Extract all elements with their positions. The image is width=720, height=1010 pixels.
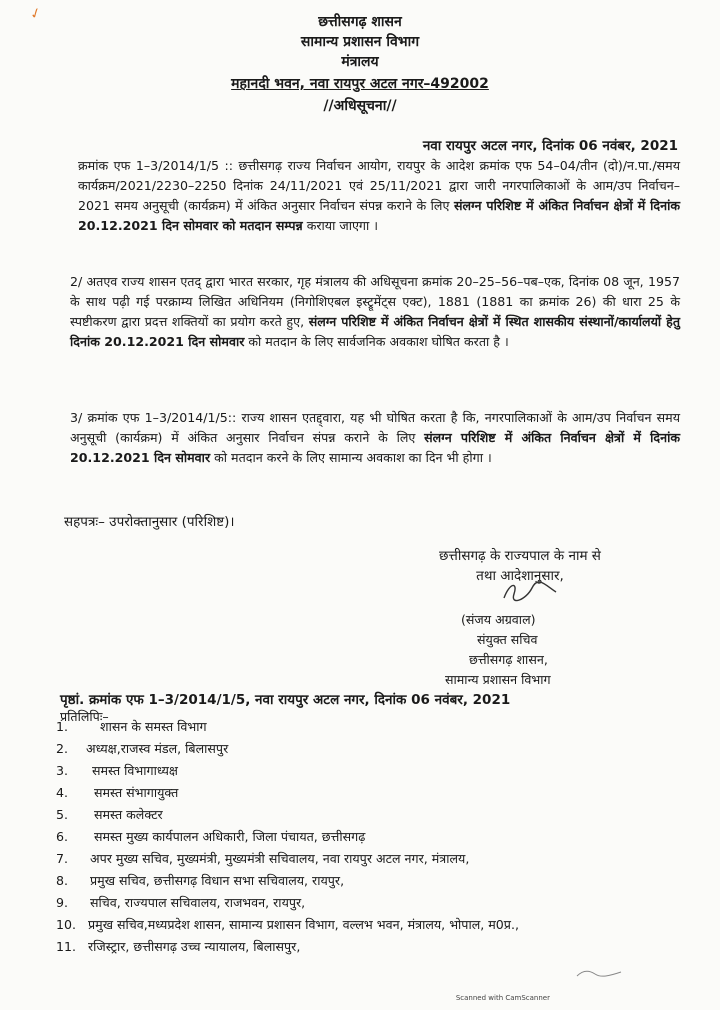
paragraph-1-end: कराया जाएगा ।	[302, 218, 379, 233]
paragraph-3-bold: संलग्न परिशिष्ट में अंकित निर्वाचन क्षेत्रों में दिनांक 20.12.2021 दिन सोमवार	[70, 430, 680, 465]
signature-authority: छत्तीसगढ़ के राज्यपाल के नाम से	[439, 548, 601, 564]
paragraph-1-bold: संलग्न परिशिष्ट में अंकित निर्वाचन क्षेत्रों में दिनांक 20.12.2021 दिन सोमवार को मतदान सम्पन्न	[78, 198, 680, 233]
header-department: सामान्य प्रशासन विभाग	[300, 34, 420, 50]
continuation-mark	[575, 968, 623, 978]
list-item: 5. समस्त कलेक्टर	[56, 807, 163, 822]
signature-order: तथा आदेशानुसार,	[476, 568, 564, 584]
paragraph-2	[70, 272, 680, 352]
paragraph-2-text: 2/ अतएव राज्य शासन एतद् द्वारा भारत सरकार, गृह मंत्रालय की अधिसूचना क्रमांक 20–25–56–पब–एक, दिनांक 08 जून, 1957 के साथ पढ़ी गई परक्राम्य लिखित अधिनियम (निगोशिएबल इस्ट्रूमेंट्स एक्ट), 1881 (1881 का क्रमांक 26) की धारा 25 के स्पष्टीकरण द्वारा प्रदत्त शक्तियों का प्रयोग करते हुए,	[70, 274, 680, 329]
header-address: महानदी भवन, नवा रायपुर अटल नगर–492002	[231, 76, 489, 92]
list-item: 6. समस्त मुख्य कार्यपालन अधिकारी, जिला पंचायत, छत्तीसगढ़	[56, 829, 366, 844]
list-item: 9. सचिव, राज्यपाल सचिवालय, राजभवन, रायपुर,	[56, 895, 306, 910]
list-item: 8. प्रमुख सचिव, छत्तीसगढ़ विधान सभा सचिवालय, रायपुर,	[56, 873, 345, 888]
check-mark-icon: ✓	[27, 4, 45, 24]
list-item: 1. शासन के समस्त विभाग	[56, 719, 207, 734]
paragraph-2-end: को मतदान के लिए सार्वजनिक अवकाश घोषित करता है ।	[244, 334, 509, 349]
scanner-watermark: Scanned with CamScanner	[455, 994, 550, 1002]
signatory-org: छत्तीसगढ़ शासन,	[469, 652, 548, 667]
list-item: 4. समस्त संभागायुक्त	[56, 785, 179, 800]
notification-title: //अधिसूचना//	[323, 98, 397, 114]
list-item: 11. रजिस्ट्रार, छत्तीसगढ़ उच्च न्यायालय, बिलासपुर,	[56, 939, 301, 954]
endorsement-line: पृष्ठां. क्रमांक एफ 1–3/2014/1/5, नवा रायपुर अटल नगर, दिनांक 06 नवंबर, 2021	[60, 692, 511, 708]
signatory-department: सामान्य प्रशासन विभाग	[445, 672, 551, 687]
paragraph-3-end: को मतदान करने के लिए सामान्य अवकाश का दिन भी होगा ।	[210, 450, 492, 465]
paragraph-3-text: 3/ क्रमांक एफ 1–3/2014/1/5:: राज्य शासन एतद्द्वारा, यह भी घोषित करता है कि, नगरपालिकाओं के आम/उप निर्वाचन समय अनुसूची (कार्यक्रम) में अंकित अनुसार निर्वाचन संपन्न कराने के लिए	[70, 410, 680, 445]
signatory-designation: संयुक्त सचिव	[477, 632, 538, 647]
paragraph-3	[70, 408, 680, 468]
handwritten-signature	[500, 580, 560, 604]
notification-date: नवा रायपुर अटल नगर, दिनांक 06 नवंबर, 2021	[422, 138, 678, 154]
copy-to-label: प्रतिलिपिः–	[60, 709, 109, 724]
list-item: 3. समस्त विभागाध्यक्ष	[56, 763, 178, 778]
list-item: 10. प्रमुख सचिव,मध्यप्रदेश शासन, सामान्य प्रशासन विभाग, वल्लभ भवन, मंत्रालय, भोपाल, म0प्र.,	[56, 917, 519, 932]
header-ministry: मंत्रालय	[341, 54, 379, 70]
enclosure-note: सहपत्रः– उपरोक्तानुसार (परिशिष्ट)।	[64, 514, 235, 530]
paragraph-1-text: क्रमांक एफ 1–3/2014/1/5 :: छत्तीसगढ़ राज्य निर्वाचन आयोग, रायपुर के आदेश क्रमांक एफ 54–04/तीन (दो)/न.पा./समय कार्यक्रम/2021/2230–2250 दिनांक 24/11/2021 एवं 25/11/2021 द्वारा जारी नगरपालिकाओं के आम/उप निर्वाचन–2021 समय अनुसूची (कार्यक्रम) में अंकित अनुसार निर्वाचन संपन्न कराने के लिए	[78, 158, 680, 213]
paragraph-2-bold: संलग्न परिशिष्ट में अंकित निर्वाचन क्षेत्रों में स्थित शासकीय संस्थानों/कार्यालयों हेतु दिनांक 20.12.2021 दिन सोमवार	[70, 314, 681, 349]
header-government: छत्तीसगढ़ शासन	[318, 14, 402, 30]
signatory-details	[445, 610, 685, 690]
list-item: 7. अपर मुख्य सचिव, मुख्यमंत्री, मुख्यमंत्री सचिवालय, नवा रायपुर अटल नगर, मंत्रालय,	[56, 851, 470, 866]
list-item: 2. अध्यक्ष,राजस्व मंडल, बिलासपुर	[56, 741, 229, 756]
signatory-name: (संजय अग्रवाल)	[461, 612, 536, 627]
paragraph-1	[78, 156, 680, 236]
